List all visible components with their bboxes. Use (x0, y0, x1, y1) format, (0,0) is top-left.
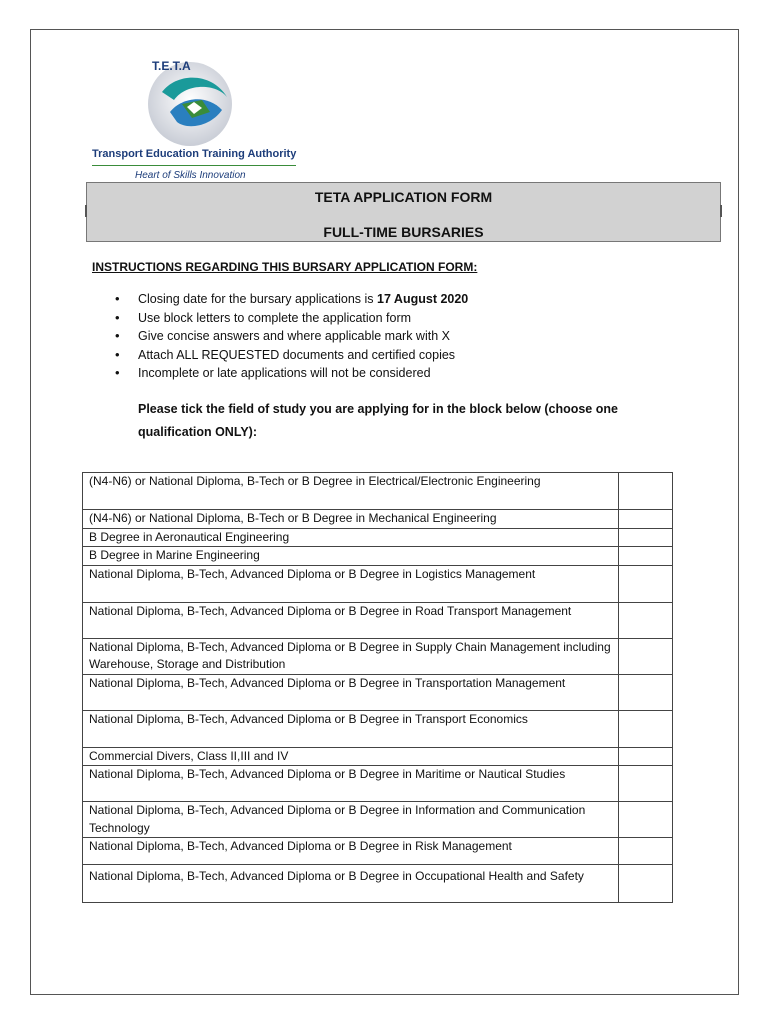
tick-box[interactable] (618, 638, 672, 674)
table-row (83, 865, 673, 903)
instructions-heading: INSTRUCTIONS REGARDING THIS BURSARY APPLICATION FORM: (92, 260, 478, 274)
table-row (83, 528, 673, 547)
table-row (83, 802, 673, 838)
organization-name: Transport Education Training Authority (92, 148, 297, 160)
instruction-item: • Closing date for the bursary applications is 17 August 2020 (112, 290, 468, 309)
table-row (83, 766, 673, 802)
field-label: National Diploma, B-Tech, Advanced Diploma or B Degree in Logistics Management (83, 565, 619, 602)
field-label: (N4-N6) or National Diploma, B-Tech or B Degree in Electrical/Electronic Engineering (83, 473, 619, 510)
instructions-list (112, 290, 468, 383)
tick-box[interactable] (618, 674, 672, 710)
tick-box[interactable] (618, 766, 672, 802)
tick-box[interactable] (618, 602, 672, 638)
tick-box[interactable] (618, 510, 672, 529)
field-label: National Diploma, B-Tech, Advanced Diploma or B Degree in Transportation Management (83, 674, 619, 710)
tick-box[interactable] (618, 802, 672, 838)
instruction-item: • Use block letters to complete the application form (112, 309, 468, 328)
table-row (83, 565, 673, 602)
table-row (83, 710, 673, 747)
tick-box[interactable] (618, 838, 672, 865)
table-row (83, 838, 673, 865)
instruction-item: • Incomplete or late applications will not be considered (112, 364, 468, 383)
tick-box[interactable] (618, 473, 672, 510)
teta-emblem-icon (132, 52, 262, 152)
field-label: National Diploma, B-Tech, Advanced Diploma or B Degree in Maritime or Nautical Studies (83, 766, 619, 802)
field-label: B Degree in Aeronautical Engineering (83, 528, 619, 547)
closing-date: 17 August 2020 (377, 292, 469, 306)
logo-letters: T.E.T.A (152, 59, 191, 73)
table-row (83, 473, 673, 510)
form-subtitle: FULL-TIME BURSARIES (323, 224, 484, 240)
table-row (83, 674, 673, 710)
field-label: Commercial Divers, Class II,III and IV (83, 747, 619, 766)
field-label: National Diploma, B-Tech, Advanced Diploma or B Degree in Information and Communication Technology (83, 802, 619, 838)
field-label: (N4-N6) or National Diploma, B-Tech or B Degree in Mechanical Engineering (83, 510, 619, 529)
tick-box[interactable] (618, 865, 672, 903)
tick-box[interactable] (618, 747, 672, 766)
field-label: National Diploma, B-Tech, Advanced Diploma or B Degree in Transport Economics (83, 710, 619, 747)
field-label: National Diploma, B-Tech, Advanced Diploma or B Degree in Supply Chain Management including Warehouse, Storage and Distribution (83, 638, 619, 674)
table-row (83, 747, 673, 766)
teta-logo (92, 52, 302, 182)
tick-box[interactable] (618, 565, 672, 602)
field-label: National Diploma, B-Tech, Advanced Diploma or B Degree in Occupational Health and Safety (83, 865, 619, 903)
tick-box[interactable] (618, 710, 672, 747)
tick-box[interactable] (618, 547, 672, 566)
table-row (83, 638, 673, 674)
form-title-box (86, 182, 721, 242)
table-row (83, 602, 673, 638)
field-label: National Diploma, B-Tech, Advanced Diploma or B Degree in Risk Management (83, 838, 619, 865)
field-of-study-table (82, 472, 673, 903)
instruction-item: • Attach ALL REQUESTED documents and certified copies (112, 346, 468, 365)
organization-divider (92, 165, 296, 166)
tick-box[interactable] (618, 528, 672, 547)
field-label: National Diploma, B-Tech, Advanced Diploma or B Degree in Road Transport Management (83, 602, 619, 638)
field-label: B Degree in Marine Engineering (83, 547, 619, 566)
selection-instruction: Please tick the field of study you are applying for in the block below (choose one qualification ONLY): (138, 402, 618, 439)
table-row (83, 547, 673, 566)
tagline: Heart of Skills Innovation (135, 170, 246, 181)
table-row (83, 510, 673, 529)
form-title: TETA APPLICATION FORM (314, 189, 493, 205)
instruction-item: • Give concise answers and where applicable mark with X (112, 327, 468, 346)
